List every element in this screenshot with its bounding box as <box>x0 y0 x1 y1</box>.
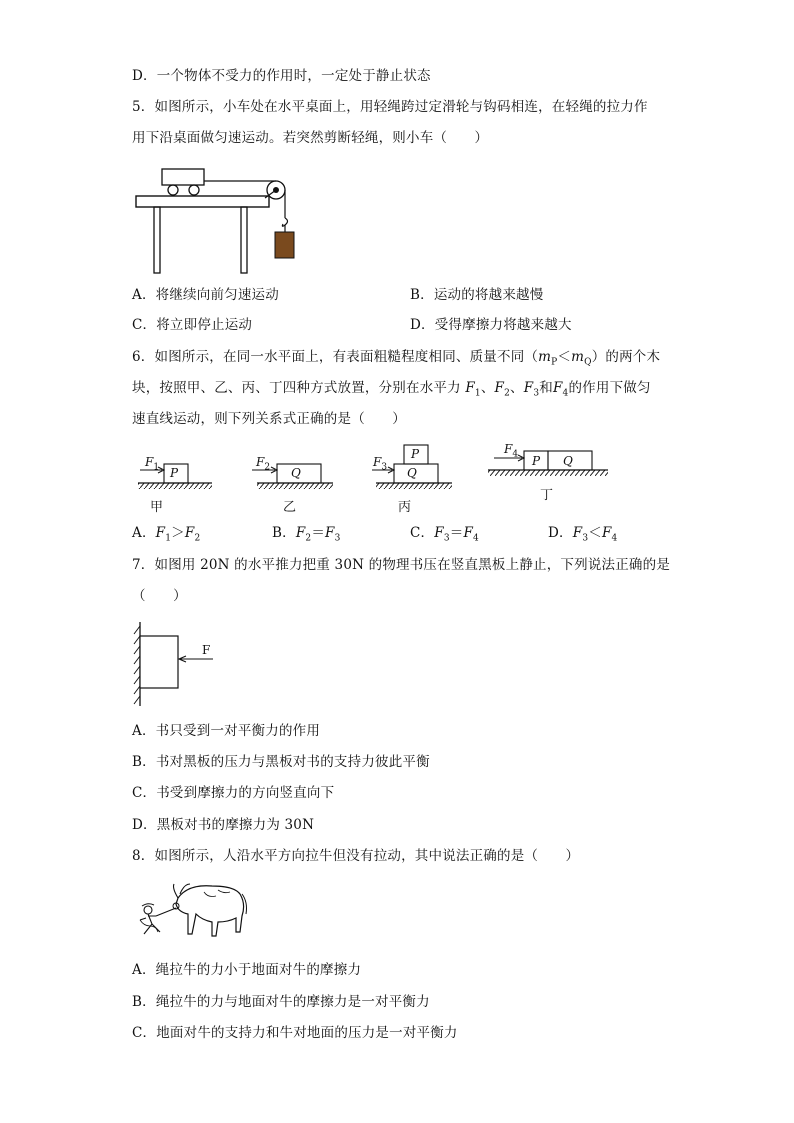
q6-stem-line2: 块，按照甲、乙、丙、丁四种方式放置，分别在水平力 $F_1$、$F_2$、$F_3$和$F_4$的作用下做匀 <box>132 380 651 399</box>
q6-option-a: A．$F_1>F_2$ <box>132 525 201 544</box>
q8-figure-person-pulling-cow <box>134 876 250 946</box>
q6-label-f2: $F_2$ <box>256 455 271 473</box>
q7-stem-line2: （ ） <box>132 588 187 604</box>
q7-figure-book-on-wall <box>126 620 226 710</box>
q6-bing-block-p-label: P <box>411 447 420 461</box>
q5-stem-line2: 用下沿桌面做匀速运动。若突然剪断轻绳，则小车（ ） <box>132 130 489 146</box>
q7-force-label: F <box>202 643 211 657</box>
q7-option-a: A．书只受到一对平衡力的作用 <box>132 723 321 739</box>
q7-stem-line1: 7．如图用 20N 的水平推力把重 30N 的物理书压在竖直黑板上静止，下列说法正确的是 <box>132 557 671 573</box>
q8-stem: 8．如图所示，人沿水平方向拉牛但没有拉动，其中说法正确的是（ ） <box>132 848 580 864</box>
q6-stem-line3: 速直线运动，则下列关系式正确的是（ ） <box>132 411 406 427</box>
q7-option-b: B．书对黑板的压力与黑板对书的支持力彼此平衡 <box>132 754 430 770</box>
q4-option-d: D．一个物体不受力的作用时，一定处于静止状态 <box>132 68 431 84</box>
q5-stem-line1: 5．如图所示，小车处在水平桌面上，用轻绳跨过定滑轮与钩码相连，在轻绳的拉力作 <box>132 99 648 115</box>
q6-bing-block-q-label: Q <box>407 466 417 480</box>
q6-stem-line1: 6．如图所示，在同一水平面上，有表面粗糙程度相同、质量不同$(m_P<m_Q)$的两个木 <box>132 349 661 368</box>
q5-option-a: A．将继续向前匀速运动 <box>132 287 279 303</box>
q6-label-ding: 丁 <box>540 488 554 503</box>
q6-label-yi: 乙 <box>283 500 297 515</box>
q6-option-c: C．$F_3=F_4$ <box>410 525 479 544</box>
q5-figure-cart-table-pulley <box>130 162 300 277</box>
q6-label-f1: $F_1$ <box>145 455 160 473</box>
q6-label-jia: 甲 <box>150 500 164 515</box>
q6-label-bing: 丙 <box>398 500 412 515</box>
q6-yi-block-q-label: Q <box>291 466 301 480</box>
q7-option-c: C．书受到摩擦力的方向竖直向下 <box>132 785 335 801</box>
q6-option-b: B．$F_2=F_3$ <box>272 525 341 544</box>
q8-option-b: B．绳拉牛的力与地面对牛的摩擦力是一对平衡力 <box>132 994 430 1010</box>
q6-label-f3: $F_3$ <box>373 455 388 473</box>
q6-jia-block-p-label: P <box>170 466 179 480</box>
q6-label-f4: $F_4$ <box>504 442 519 460</box>
q6-ding-block-q-label: Q <box>563 454 573 468</box>
q6-option-d: D．$F_3<F_4$ <box>548 525 618 544</box>
q5-option-c: C．将立即停止运动 <box>132 317 253 333</box>
q5-option-b: B．运动的将越来越慢 <box>410 287 544 303</box>
q7-option-d: D．黑板对书的摩擦力为 30N <box>132 817 315 833</box>
q8-option-a: A．绳拉牛的力小于地面对牛的摩擦力 <box>132 962 362 978</box>
q5-option-d: D．受得摩擦力将越来越大 <box>410 317 572 333</box>
q8-option-c: C．地面对牛的支持力和牛对地面的压力是一对平衡力 <box>132 1025 458 1041</box>
q6-ding-block-p-label: P <box>532 454 541 468</box>
